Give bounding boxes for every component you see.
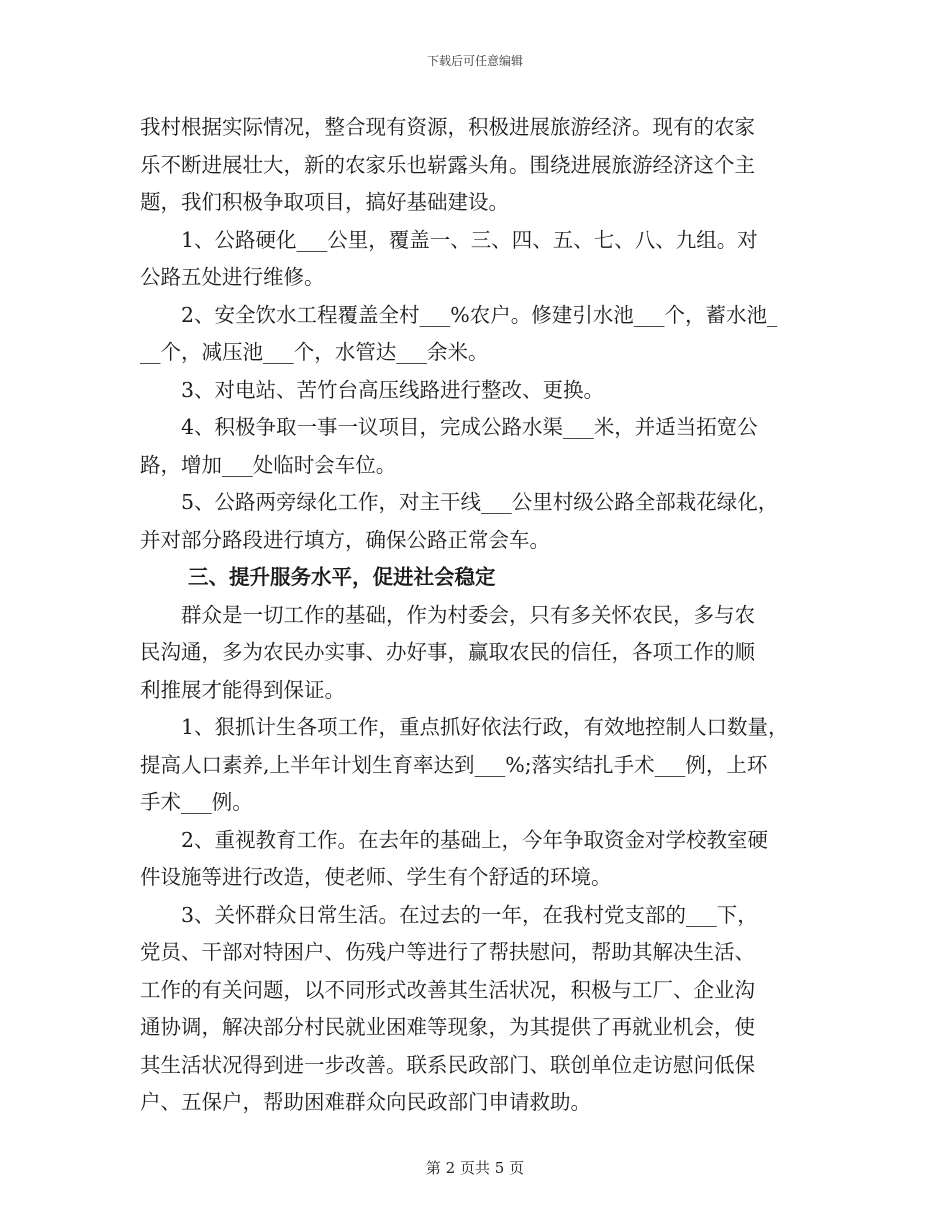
section-heading: 三、提升服务水平，促进社会稳定 [188,565,496,589]
list-item-line: 5、公路两旁绿化工作，对主干线___公里村级公路全部栽花绿化， [181,490,779,514]
list-item-line: 公路五处进行维修。 [140,265,325,289]
list-item-line: 2、重视教育工作。在去年的基础上，今年争取资金对学校教室硬 [181,827,769,852]
list-item-line: 党员、干部对特困户、伤残户等进行了帮扶慰问，帮助其解决生活、 [140,940,755,964]
list-item-line: 3、关怀群众日常生活。在过去的一年，在我村党支部的___下， [181,902,758,927]
list-item-line: 件设施等进行改造，使老师、学生有个舒适的环境。 [140,865,612,889]
list-item-line: 1、公路硬化___公里，覆盖一、三、四、五、七、八、九组。对 [181,227,758,252]
list-item-line: 2、安全饮水工程覆盖全村___%农户。修建引水池___个，蓄水池_ [181,302,778,327]
list-item-line: 其生活状况得到进一步改善。联系民政部门、联创单位走访慰问低保 [140,1052,755,1077]
paragraph-line: 利推展才能得到保证。 [140,677,345,702]
page-number: 第 2 页共 5 页 [425,1159,525,1177]
list-item-line: 路，增加___处临时会车位。 [140,452,397,477]
list-item-line: 并对部分路段进行填方，确保公路正常会车。 [140,527,550,552]
list-item-line: 手术___例。 [140,790,253,814]
list-item-line: 提高人口素养,上半年计划生育率达到___%;落实结扎手术___例，上环 [140,752,768,777]
paragraph-line: 群众是一切工作的基础，作为村委会，只有多关怀农民，多与农 [181,602,755,627]
list-item-line: 通协调，解决部分村民就业困难等现象，为其提供了再就业机会，使 [140,1015,755,1039]
list-item-line: 户、五保户，帮助困难群众向民政部门申请救助。 [140,1090,591,1114]
paragraph-line: 乐不断进展壮大，新的农家乐也崭露头角。围绕进展旅游经济这个主 [140,152,755,177]
list-item-line: 1、狠抓计生各项工作，重点抓好依法行政，有效地控制人口数量， [181,715,789,739]
list-item-line: __个，减压池___个，水管达___余米。 [140,340,489,364]
list-item-line: 3、对电站、苦竹台高压线路进行整改、更换。 [181,377,605,402]
paragraph-line: 我村根据实际情况，整合现有资源，积极进展旅游经济。现有的农家 [140,115,755,139]
page-header: 下载后可任意编辑 [426,54,523,68]
list-item-line: 4、积极争取一事一议项目，完成公路水渠___米，并适当拓宽公 [181,415,758,439]
paragraph-line: 民沟通，多为农民办实事、办好事，赢取农民的信任，各项工作的顺 [140,640,755,664]
paragraph-line: 题，我们积极争取项目，搞好基础建设。 [140,190,509,214]
list-item-line: 工作的有关问题，以不同形式改善其生活状况，积极与工厂、企业沟 [140,977,755,1002]
document-body [140,109,820,1122]
